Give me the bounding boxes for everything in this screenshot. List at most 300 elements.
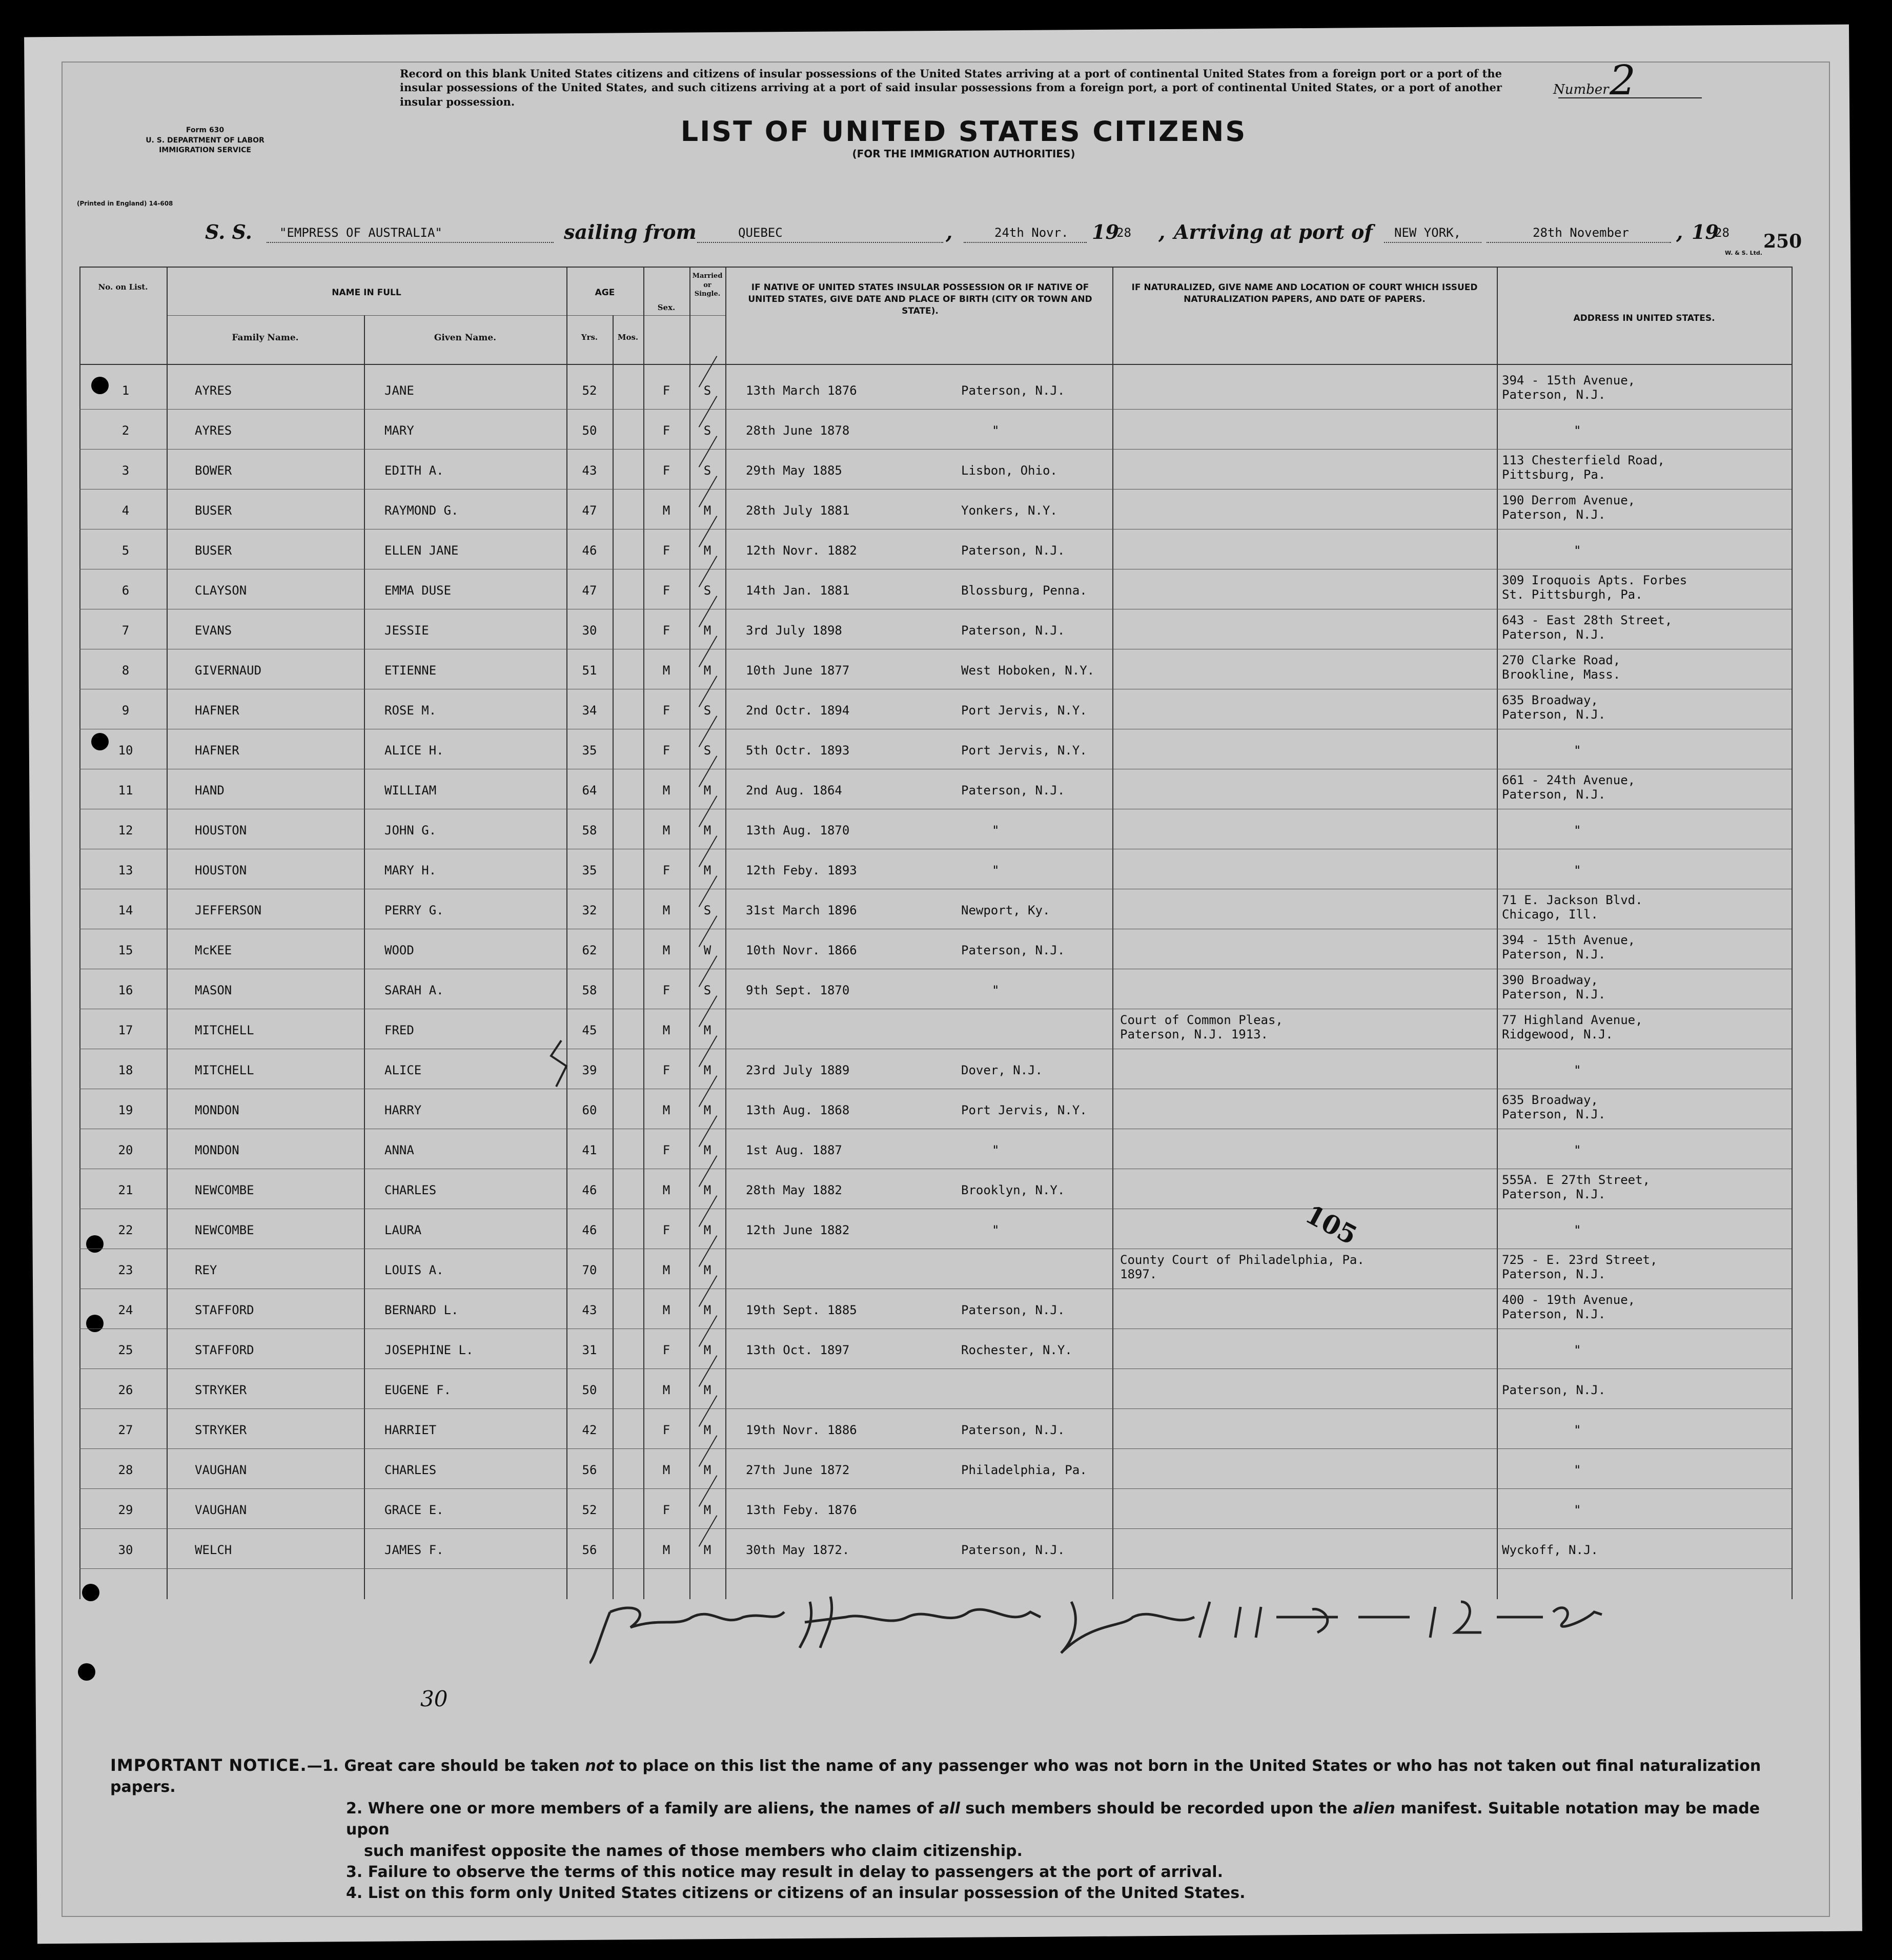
col-line (167, 267, 168, 1599)
cell-family: MONDON (195, 1143, 239, 1157)
cell-ms: M (703, 1543, 711, 1557)
row-rule (79, 1488, 1792, 1489)
cell-age: 47 (582, 583, 597, 598)
cell-birth-date: 12th June 1882 (746, 1223, 850, 1237)
cell-ms: M (703, 1463, 711, 1477)
cell-family: AYRES (195, 383, 232, 398)
form-info (133, 126, 277, 156)
cell-birth-date: 28th May 1882 (746, 1183, 842, 1197)
cell-given: JAMES F. (384, 1543, 444, 1557)
notice-text: List on this form only United States citizens or citizens of an insular possession of the United States. (368, 1884, 1246, 1903)
cell-birth-place: Port Jervis, N.Y. (961, 1103, 1087, 1117)
cell-birth-date: 28th July 1881 (746, 503, 850, 518)
check-mark (699, 1195, 718, 1227)
cell-family: McKEE (195, 943, 232, 957)
notice-text: Great care should be taken (344, 1757, 580, 1775)
sailing-from-label: sailing from (564, 220, 697, 243)
cell-family: EVANS (195, 623, 232, 638)
cell-given: GRACE E. (384, 1503, 444, 1517)
cell-no: 5 (121, 543, 130, 558)
header-name-in-full: NAME IN FULL (332, 288, 401, 298)
cell-birth-date: 28th June 1878 (746, 423, 850, 438)
cell-age: 43 (582, 1303, 597, 1317)
cell-birth-date: 10th Novr. 1866 (746, 943, 857, 957)
cell-no: 9 (121, 703, 130, 718)
cell-ms: M (703, 1223, 711, 1237)
cell-age: 70 (582, 1263, 597, 1277)
cell-birth-place: " (992, 423, 1000, 438)
cell-family: STRYKER (195, 1383, 247, 1397)
arriving-label: Arriving at port of (1174, 220, 1373, 243)
form-number: Form 630 (186, 126, 225, 134)
cell-no: 17 (118, 1023, 133, 1037)
cell-ms: M (703, 1343, 711, 1357)
cell-no: 21 (118, 1183, 133, 1197)
cell-age: 52 (582, 383, 597, 398)
cell-address2: Paterson, N.J. (1502, 987, 1606, 1002)
cell-no: 13 (118, 863, 133, 877)
col-line (79, 267, 80, 1599)
cell-age: 47 (582, 503, 597, 518)
cell-birth-place: " (992, 823, 1000, 838)
sail-date: 24th Novr. (994, 226, 1069, 240)
cell-birth-place: Paterson, N.J. (961, 1543, 1065, 1557)
cell-no: 14 (118, 903, 133, 917)
department: U. S. DEPARTMENT OF LABOR (146, 136, 265, 145)
cell-address2: Paterson, N.J. (1502, 707, 1606, 722)
cell-given: JOSEPHINE L. (384, 1343, 474, 1357)
cell-birth-place: Brooklyn, N.Y. (961, 1183, 1065, 1197)
notice-num: 3. (346, 1863, 363, 1881)
cell-family: JEFFERSON (195, 903, 262, 917)
col-line (1792, 267, 1793, 1599)
cell-ms: M (703, 1383, 711, 1397)
cell-family: MASON (195, 983, 232, 997)
header-given-name: Given Name. (434, 333, 497, 343)
cell-family: HOUSTON (195, 823, 247, 838)
notice-lead: IMPORTANT NOTICE. (110, 1755, 307, 1775)
cell-court-date: Paterson, N.J. 1913. (1120, 1027, 1268, 1042)
row-rule (79, 409, 1792, 410)
cell-age: 35 (582, 863, 597, 877)
cell-no: 4 (121, 503, 130, 518)
cell-family: WELCH (195, 1543, 232, 1557)
cell-birth-place: Paterson, N.J. (961, 1423, 1065, 1437)
check-mark (699, 1275, 718, 1307)
cell-family: BUSER (195, 503, 232, 518)
header-mos: Mos. (617, 333, 639, 342)
cell-birth-date: 10th June 1877 (746, 663, 850, 678)
cell-family: VAUGHAN (195, 1463, 247, 1477)
passenger-table (79, 267, 1792, 1599)
cell-no: 1 (121, 383, 130, 398)
cell-birth-date: 3rd July 1898 (746, 623, 842, 638)
cell-ms: M (703, 1263, 711, 1277)
check-mark (699, 556, 718, 587)
year-prefix-2: 19 (1692, 220, 1719, 243)
cell-birth-date: 13th March 1876 (746, 383, 857, 398)
cell-sex: F (662, 543, 670, 558)
cell-address2: Paterson, N.J. (1502, 1267, 1606, 1281)
cell-age: 50 (582, 423, 597, 438)
cell-given: JOHN G. (384, 823, 437, 838)
cell-age: 45 (582, 1023, 597, 1037)
notice-item-3 (110, 1862, 1802, 1883)
col-line (1112, 267, 1113, 1599)
cell-sex: F (662, 423, 670, 438)
cell-ms: S (703, 903, 711, 917)
notice-emphasis: not (585, 1757, 614, 1775)
row-rule (79, 1528, 1792, 1529)
cell-no: 27 (118, 1423, 133, 1437)
cell-no: 29 (118, 1503, 133, 1517)
cell-birth-place: " (992, 863, 1000, 877)
dotted-line (964, 242, 1087, 243)
check-mark (699, 1315, 718, 1347)
cell-age: 46 (582, 543, 597, 558)
cell-age: 41 (582, 1143, 597, 1157)
cell-no: 20 (118, 1143, 133, 1157)
cell-no: 23 (118, 1263, 133, 1277)
cell-address1: 394 - 15th Avenue, (1502, 373, 1636, 387)
cell-given: JANE (384, 383, 414, 398)
cell-address1: 270 Clarke Road, (1502, 653, 1621, 667)
cell-age: 56 (582, 1463, 597, 1477)
cell-address1: 643 - East 28th Street, (1502, 613, 1673, 627)
cell-no: 6 (121, 583, 130, 598)
cell-given: HARRY (384, 1103, 422, 1117)
cell-birth-place: Dover, N.J. (961, 1063, 1043, 1077)
notice-emphasis: alien (1353, 1799, 1395, 1818)
cell-age: 52 (582, 1503, 597, 1517)
notice-text: such members should be recorded upon the (965, 1799, 1348, 1818)
cell-address2: " (1574, 1463, 1581, 1477)
col-line (1497, 267, 1498, 1599)
check-mark (699, 436, 718, 467)
cell-family: STAFFORD (195, 1343, 254, 1357)
cell-family: NEWCOMBE (195, 1223, 254, 1237)
cell-given: LOUIS A. (384, 1263, 444, 1277)
cell-family: BUSER (195, 543, 232, 558)
check-mark (699, 476, 718, 507)
cell-age: 39 (582, 1063, 597, 1077)
cell-address2: " (1574, 423, 1581, 438)
cell-family: VAUGHAN (195, 1503, 247, 1517)
notice-text: Where one or more members of a family are aliens, the names of (368, 1799, 934, 1818)
cell-sex: F (662, 1063, 670, 1077)
cell-no: 25 (118, 1343, 133, 1357)
cell-family: STRYKER (195, 1423, 247, 1437)
cell-sex: M (662, 663, 670, 678)
total-count: 30 (420, 1686, 448, 1711)
cell-given: ETIENNE (384, 663, 437, 678)
check-mark (699, 1075, 718, 1107)
header-age: AGE (595, 288, 615, 298)
cell-address2: " (1574, 1223, 1581, 1237)
cell-court: Court of Common Pleas, (1120, 1013, 1283, 1027)
cell-age: 58 (582, 823, 597, 838)
notice-item-2 (110, 1798, 1802, 1841)
cell-address2: Paterson, N.J. (1502, 627, 1606, 642)
cell-birth-place: Port Jervis, N.Y. (961, 703, 1087, 718)
cell-family: REY (195, 1263, 217, 1277)
cell-no: 18 (118, 1063, 133, 1077)
cell-age: 58 (582, 983, 597, 997)
cell-given: LAURA (384, 1223, 422, 1237)
cell-birth-place: Paterson, N.J. (961, 543, 1065, 558)
cell-birth-place: Yonkers, N.Y. (961, 503, 1057, 518)
header-bottom-line (79, 364, 1792, 365)
cell-birth-place: Lisbon, Ohio. (961, 463, 1057, 478)
cell-sex: M (662, 783, 670, 798)
check-mark (699, 1435, 718, 1467)
cell-sex: M (662, 943, 670, 957)
cell-ms: M (703, 1303, 711, 1317)
header-native: IF NATIVE OF UNITED STATES INSULAR POSSESSION OR IF NATIVE OF UNITED STATES, GIVE DATE AND PLACE OF BIRTH (CITY OR TOWN AND STATE). (748, 282, 1092, 316)
cell-no: 11 (118, 783, 133, 798)
cell-address1: 113 Chesterfield Road, (1502, 453, 1665, 467)
port-to: NEW YORK, (1394, 226, 1461, 240)
cell-address2: Brookline, Mass. (1502, 667, 1621, 682)
cell-sex: F (662, 1143, 670, 1157)
cell-sex: F (662, 583, 670, 598)
stamp-number: 105 (1300, 1198, 1362, 1251)
check-mark (699, 596, 718, 627)
cell-address1: 77 Highland Avenue, (1502, 1013, 1643, 1027)
cell-no: 19 (118, 1103, 133, 1117)
header-divider (167, 315, 725, 316)
cell-family: AYRES (195, 423, 232, 438)
cell-address2: Paterson, N.J. (1502, 1383, 1606, 1397)
cell-age: 34 (582, 703, 597, 718)
cell-birth-date: 12th Feby. 1893 (746, 863, 857, 877)
cell-birth-date: 13th Aug. 1868 (746, 1103, 850, 1117)
cell-ms: M (703, 623, 711, 638)
cell-address2: " (1574, 743, 1581, 758)
cell-age: 32 (582, 903, 597, 917)
cell-ms: W (703, 943, 711, 957)
cell-age: 30 (582, 623, 597, 638)
dotted-line (267, 242, 554, 243)
cell-ms: S (703, 423, 711, 438)
ship-name: "EMPRESS OF AUSTRALIA" (279, 226, 442, 240)
col-line (364, 315, 365, 1599)
important-notice (110, 1754, 1802, 1904)
cell-address1: 725 - E. 23rd Street, (1502, 1253, 1658, 1267)
cell-ms: M (703, 823, 711, 838)
cell-address2: Pittsburg, Pa. (1502, 467, 1606, 482)
check-mark (699, 1035, 718, 1067)
cell-sex: M (662, 1263, 670, 1277)
cell-family: HAND (195, 783, 225, 798)
cell-ms: M (703, 1023, 711, 1037)
cell-ms: M (703, 1103, 711, 1117)
cell-sex: F (662, 983, 670, 997)
cell-address2: " (1574, 1423, 1581, 1437)
cell-address2: Paterson, N.J. (1502, 947, 1606, 962)
cell-age: 50 (582, 1383, 597, 1397)
cell-given: WOOD (384, 943, 414, 957)
check-mark (699, 1155, 718, 1187)
cell-ms: M (703, 1183, 711, 1197)
cell-age: 42 (582, 1423, 597, 1437)
notice-item-2-cont: such manifest opposite the names of those members who claim citizenship. (364, 1842, 1023, 1860)
cell-sex: F (662, 463, 670, 478)
cell-ms: M (703, 863, 711, 877)
check-mark (699, 636, 718, 667)
cell-address2: " (1574, 1343, 1581, 1357)
cell-sex: M (662, 1383, 670, 1397)
cell-ms: S (703, 463, 711, 478)
check-mark (699, 915, 718, 947)
cell-ms: M (703, 783, 711, 798)
check-mark (699, 1515, 718, 1547)
cell-ms: M (703, 1063, 711, 1077)
cell-given: EDITH A. (384, 463, 444, 478)
cell-address1: 555A. E 27th Street, (1502, 1173, 1650, 1187)
cell-birth-place: Port Jervis, N.Y. (961, 743, 1087, 758)
cell-address1: 71 E. Jackson Blvd. (1502, 893, 1643, 907)
cell-sex: M (662, 903, 670, 917)
cell-birth-date: 1st Aug. 1887 (746, 1143, 842, 1157)
cell-birth-date: 30th May 1872. (746, 1543, 850, 1557)
dotted-line (1487, 242, 1671, 243)
cell-given: FRED (384, 1023, 414, 1037)
cell-given: MARY H. (384, 863, 437, 877)
cell-family: BOWER (195, 463, 232, 478)
cell-birth-place: " (992, 983, 1000, 997)
check-mark (699, 396, 718, 427)
cell-court-date: 1897. (1120, 1267, 1157, 1281)
cell-given: EMMA DUSE (384, 583, 452, 598)
cell-birth-place: Paterson, N.J. (961, 623, 1065, 638)
cell-birth-date: 13th Aug. 1870 (746, 823, 850, 838)
cell-birth-date: 27th June 1872 (746, 1463, 850, 1477)
cell-sex: F (662, 703, 670, 718)
margin-bracket (546, 1035, 577, 1097)
header-no: No. on List. (98, 282, 148, 292)
cell-age: 35 (582, 743, 597, 758)
header-family-name: Family Name. (232, 333, 299, 343)
cell-address2: Paterson, N.J. (1502, 1107, 1606, 1121)
port-from: QUEBEC (738, 226, 783, 240)
col-line (725, 267, 726, 1599)
cell-age: 46 (582, 1183, 597, 1197)
notice-item-1 (110, 1754, 1802, 1798)
row-rule (79, 449, 1792, 450)
cell-given: JESSIE (384, 623, 429, 638)
cell-ms: S (703, 383, 711, 398)
number-label: Number (1553, 82, 1609, 97)
notice-item-4 (110, 1883, 1802, 1904)
cell-sex: F (662, 863, 670, 877)
check-mark (699, 1235, 718, 1267)
cell-address2: Paterson, N.J. (1502, 387, 1606, 402)
cell-age: 60 (582, 1103, 597, 1117)
cell-birth-date: 13th Oct. 1897 (746, 1343, 850, 1357)
comma: , (946, 220, 953, 243)
cell-birth-place: Paterson, N.J. (961, 943, 1065, 957)
cell-age: 43 (582, 463, 597, 478)
cell-sex: F (662, 1423, 670, 1437)
cell-birth-date: 23rd July 1889 (746, 1063, 850, 1077)
cell-birth-place: Newport, Ky. (961, 903, 1050, 917)
check-mark (699, 875, 718, 907)
cell-address2: Paterson, N.J. (1502, 1307, 1606, 1321)
cell-address2: " (1574, 863, 1581, 877)
notice-num: —1. (307, 1757, 339, 1775)
row-rule (79, 1568, 1792, 1569)
cell-given: ANNA (384, 1143, 414, 1157)
check-mark (699, 516, 718, 547)
check-mark (699, 356, 718, 387)
cell-family: HAFNER (195, 743, 239, 758)
cell-birth-date: 31st March 1896 (746, 903, 857, 917)
comma: , (1158, 220, 1166, 243)
cell-birth-place: " (992, 1223, 1000, 1237)
cell-given: ALICE (384, 1063, 422, 1077)
cell-ms: M (703, 663, 711, 678)
cell-given: ALICE H. (384, 743, 444, 758)
col-line (643, 267, 644, 1599)
cell-family: MITCHELL (195, 1063, 254, 1077)
cell-sex: M (662, 1463, 670, 1477)
cell-no: 8 (121, 663, 130, 678)
check-mark (699, 1355, 718, 1387)
cell-birth-date: 19th Novr. 1886 (746, 1423, 857, 1437)
cell-address1: 394 - 15th Avenue, (1502, 933, 1636, 947)
cell-birth-place: West Hoboken, N.Y. (961, 663, 1095, 678)
service: IMMIGRATION SERVICE (159, 146, 251, 155)
cell-given: RAYMOND G. (384, 503, 459, 518)
cell-no: 22 (118, 1223, 133, 1237)
cell-address2: Chicago, Ill. (1502, 907, 1598, 922)
col-line (613, 315, 614, 1599)
cell-address2: Paterson, N.J. (1502, 1187, 1606, 1201)
page-number: 250 (1763, 231, 1802, 252)
page-subtitle: (FOR THE IMMIGRATION AUTHORITIES) (852, 148, 1075, 160)
cell-ms: S (703, 743, 711, 758)
cell-no: 24 (118, 1303, 133, 1317)
cell-ms: S (703, 703, 711, 718)
cell-birth-place: Paterson, N.J. (961, 783, 1065, 798)
cell-birth-date: 2nd Octr. 1894 (746, 703, 850, 718)
cell-no: 10 (118, 743, 133, 758)
cell-sex: M (662, 1023, 670, 1037)
cell-address1: 635 Broadway, (1502, 1093, 1598, 1107)
cell-no: 12 (118, 823, 133, 838)
cell-no: 7 (121, 623, 130, 638)
cell-given: SARAH A. (384, 983, 444, 997)
record-instruction: Record on this blank United States citizens and citizens of insular possessions of the United States arriving at a port of continental United States from a foreign port or a port of the insular possessions of the United States, and such citizens arriving at a port of said insular possessions from a foreign port, a port of continental United States, or a port of another insular possession. (400, 67, 1502, 108)
check-mark (699, 756, 718, 787)
check-mark (699, 1395, 718, 1427)
cell-family: HOUSTON (195, 863, 247, 877)
cell-family: GIVERNAUD (195, 663, 262, 678)
notice-text: to place on this list the name of any passenger who was not born in the United States or who has not taken out final naturalization papers. (110, 1757, 1761, 1796)
notice-text: manifest. Suitable notation may be made upon (346, 1799, 1760, 1839)
cell-ms: M (703, 1503, 711, 1517)
cell-no: 30 (118, 1543, 133, 1557)
cell-birth-place: Rochester, N.Y. (961, 1343, 1072, 1357)
cell-family: HAFNER (195, 703, 239, 718)
cell-given: CHARLES (384, 1463, 437, 1477)
cell-age: 62 (582, 943, 597, 957)
check-mark (699, 1115, 718, 1147)
cell-birth-date: 14th Jan. 1881 (746, 583, 850, 598)
cell-address1: 661 - 24th Avenue, (1502, 773, 1636, 787)
cell-birth-place: Philadelphia, Pa. (961, 1463, 1087, 1477)
